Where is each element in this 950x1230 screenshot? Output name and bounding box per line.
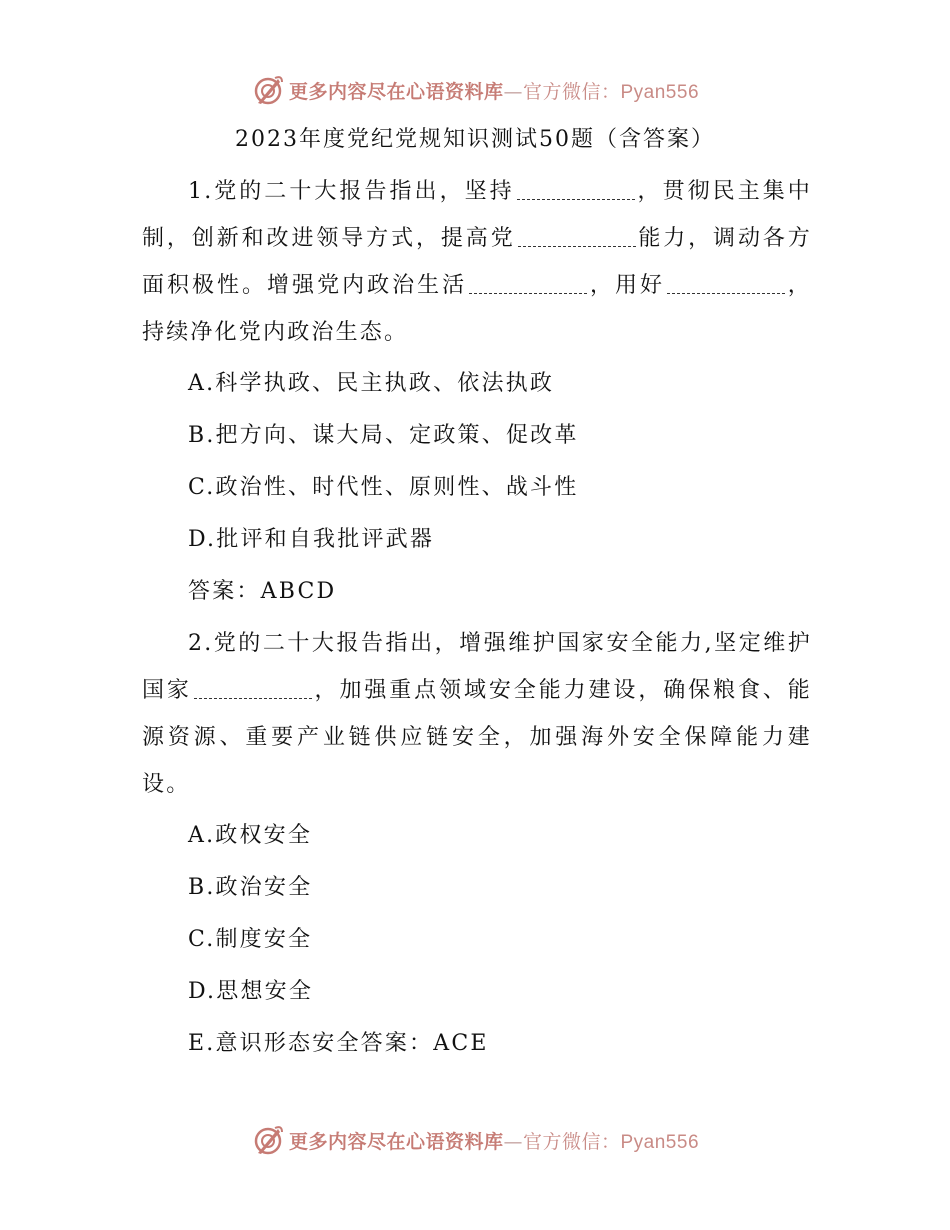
banner-wechat-label: 官方微信：: [522, 1130, 621, 1153]
question-2-option-e: E.意识形态安全答案：ACE: [188, 1031, 489, 1056]
banner-wechat-id: Pyan556: [620, 81, 700, 103]
fill-blank: [517, 185, 635, 200]
banner-wechat-label: 官方微信：: [522, 80, 621, 103]
question-2-option-d: D.思想安全: [188, 979, 314, 1004]
banner-text: [289, 77, 699, 104]
question-2-option-a: A.政权安全: [188, 823, 313, 848]
fill-blank: [194, 684, 312, 699]
banner-separator: —: [503, 80, 523, 103]
question-1-text-part: ，贯彻民主集中制，创新和改进领导方式，提高党: [142, 179, 812, 251]
question-2-text-part: ，加强重点领域安全能力建设，确保粮食、能源资源、重要产业链供应链安全，加强海外安全保障能力建设。: [142, 678, 812, 797]
question-1-text-part: 1.党的二十大报告指出，坚持: [188, 179, 515, 204]
quill-logo-icon: [251, 73, 285, 107]
question-1-text-part: ，持续净化党内政治生态。: [142, 273, 812, 345]
fill-blank: [469, 279, 587, 294]
quill-logo-icon: [251, 1123, 285, 1157]
fill-blank: [518, 232, 636, 247]
document-title: 2023年度党纪党规知识测试50题（含答案）: [235, 127, 715, 152]
banner-text: [289, 1127, 699, 1154]
question-2-text-part: 2.党的二十大报告指出，增强维护国家安全能力,坚定维护国家: [142, 631, 812, 703]
fill-blank: [667, 279, 785, 294]
banner-wechat-id: Pyan556: [620, 1131, 700, 1153]
question-1-text-part: ，用好: [589, 273, 665, 298]
question-2-option-c: C.制度安全: [188, 927, 313, 952]
question-1-option-b: B.把方向、谋大局、定政策、促改革: [188, 423, 579, 448]
document-body: [142, 168, 812, 1070]
banner-main-text: 更多内容尽在心语资料库: [288, 80, 504, 103]
question-1-option-d: D.批评和自我批评武器: [188, 527, 435, 552]
footer-banner: [0, 1120, 950, 1160]
question-1-text-part: 能力，调动各方面积极性。增强党内政治生活: [142, 226, 812, 298]
question-1-option-c: C.政治性、时代性、原则性、战斗性: [188, 475, 579, 500]
banner-main-text: 更多内容尽在心语资料库: [288, 1130, 504, 1153]
question-2-stem: [142, 620, 812, 808]
question-1-answer: 答案：ABCD: [188, 579, 337, 604]
question-2-option-b: B.政治安全: [188, 875, 313, 900]
question-1-stem: [142, 168, 812, 356]
question-1-option-a: A.科学执政、民主执政、依法执政: [188, 371, 555, 396]
banner-separator: —: [503, 1130, 523, 1153]
header-banner: [0, 70, 950, 110]
